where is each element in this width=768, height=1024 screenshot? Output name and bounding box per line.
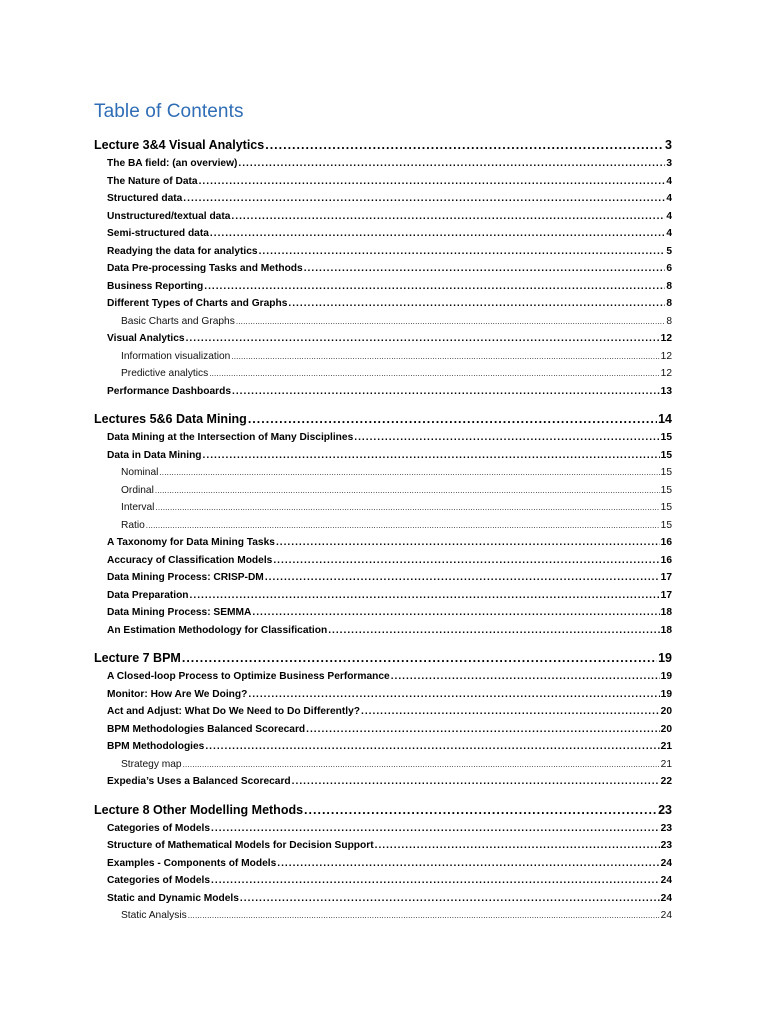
dot-leader <box>238 155 665 173</box>
toc-subsection-entry[interactable] <box>94 534 672 552</box>
dot-leader <box>248 686 659 704</box>
toc-page-number: 23 <box>660 822 672 834</box>
dot-leader <box>276 534 660 552</box>
toc-page-number: 3 <box>665 138 672 152</box>
toc-page-number: 8 <box>666 315 672 327</box>
dot-leader <box>231 208 665 226</box>
toc-entry-label: Business Reporting <box>107 280 204 292</box>
toc-page-number: 8 <box>666 298 672 309</box>
toc-subsection-entry[interactable] <box>94 587 672 605</box>
toc-subsubsection-entry[interactable] <box>94 907 672 925</box>
toc-subsubsection-entry[interactable] <box>94 499 672 517</box>
toc-page-number: 8 <box>666 280 672 292</box>
dot-leader <box>182 649 657 668</box>
dot-leader <box>236 313 666 331</box>
toc-page-number: 15 <box>660 484 672 496</box>
toc-entry-label: Act and Adjust: What Do We Need to Do Differently? <box>107 706 360 717</box>
dot-leader <box>188 907 660 925</box>
toc-subsubsection-entry[interactable] <box>94 313 672 331</box>
dot-leader <box>231 348 659 366</box>
dot-leader <box>204 278 665 296</box>
toc-entry-label: Basic Charts and Graphs <box>121 315 235 327</box>
toc-entry-label: Data in Data Mining <box>107 449 202 461</box>
toc-entry-label: Static Analysis <box>121 910 187 921</box>
toc-entry-label: The Nature of Data <box>107 175 198 187</box>
dot-leader <box>248 410 657 429</box>
toc-entry-label: Data Pre-processing Tasks and Methods <box>107 263 303 274</box>
dot-leader <box>210 225 665 243</box>
toc-subsection-entry[interactable] <box>94 703 672 721</box>
toc-entry-label: Structure of Mathematical Models for Decision Support <box>107 840 374 851</box>
toc-entry-label: Nominal <box>121 467 159 478</box>
dot-leader <box>159 464 659 482</box>
toc-entry-label: Visual Analytics <box>107 333 185 344</box>
toc-subsection-entry[interactable] <box>94 155 672 173</box>
dot-leader <box>199 173 666 191</box>
toc-entry-label: Accuracy of Classification Models <box>107 554 273 566</box>
toc-subsubsection-entry[interactable] <box>94 365 672 383</box>
toc-subsection-entry[interactable] <box>94 668 672 686</box>
toc-section-heading[interactable] <box>94 410 672 429</box>
toc-section-heading[interactable] <box>94 136 672 155</box>
dot-leader <box>186 330 660 348</box>
toc-subsection-entry[interactable] <box>94 552 672 570</box>
toc-subsubsection-entry[interactable] <box>94 348 672 366</box>
dot-leader <box>232 383 660 401</box>
dot-leader <box>292 773 660 791</box>
toc-page-number: 6 <box>666 263 672 274</box>
toc-subsection-entry[interactable] <box>94 330 672 348</box>
dot-leader <box>259 243 666 261</box>
toc-subsection-entry[interactable] <box>94 738 672 756</box>
toc-entry-label: Ratio <box>121 519 145 531</box>
toc-entry-label: BPM Methodologies Balanced Scorecard <box>107 723 306 735</box>
toc-entry-label: An Estimation Methodology for Classification <box>107 624 328 636</box>
toc-subsection-entry[interactable] <box>94 890 672 908</box>
dot-leader <box>211 872 660 890</box>
toc-page-number: 24 <box>660 892 672 904</box>
dot-leader <box>354 429 659 447</box>
toc-page-number: 4 <box>666 193 672 204</box>
toc-entry-label: Expedia’s Uses a Balanced Scorecard <box>107 776 291 787</box>
toc-subsubsection-entry[interactable] <box>94 464 672 482</box>
dot-leader <box>205 738 659 756</box>
toc-page-number: 15 <box>660 502 672 513</box>
toc-subsection-entry[interactable] <box>94 190 672 208</box>
toc-page-number: 3 <box>666 158 672 169</box>
toc-page-number: 4 <box>666 210 672 222</box>
toc-entry-label: Different Types of Charts and Graphs <box>107 298 288 309</box>
toc-page-number: 19 <box>660 671 672 682</box>
toc-section-heading[interactable] <box>94 649 672 668</box>
toc-page-number: 18 <box>660 624 672 636</box>
dot-leader <box>306 721 660 739</box>
toc-entry-label: Static and Dynamic Models <box>107 892 239 904</box>
dot-leader <box>273 552 659 570</box>
dot-leader <box>240 890 660 908</box>
toc-entry-label: A Closed-loop Process to Optimize Business Performance <box>107 671 390 682</box>
toc-entry-label: Categories of Models <box>107 875 211 886</box>
dot-leader <box>183 756 660 774</box>
toc-page-number: 21 <box>660 758 672 770</box>
toc-page-number: 15 <box>660 449 672 461</box>
toc-entry-label: Examples - Components of Models <box>107 857 277 869</box>
toc-entry-label: Lectures 5&6 Data Mining <box>94 412 247 426</box>
toc-page-number: 20 <box>660 706 672 717</box>
toc-entry-label: Semi-structured data <box>107 228 209 239</box>
toc-subsection-entry[interactable] <box>94 820 672 838</box>
toc-entry-label: Data Preparation <box>107 589 189 601</box>
toc-page-number: 23 <box>658 802 672 817</box>
toc-entry-label: Unstructured/textual data <box>107 210 231 222</box>
toc-page-number: 12 <box>660 350 672 362</box>
dot-leader <box>146 517 660 535</box>
dot-leader <box>304 260 666 278</box>
toc-page-number: 4 <box>666 228 672 239</box>
dot-leader <box>288 295 665 313</box>
toc-subsection-entry[interactable] <box>94 686 672 704</box>
toc-subsection-entry[interactable] <box>94 721 672 739</box>
dot-leader <box>328 622 659 640</box>
dot-leader <box>203 447 660 465</box>
toc-subsection-entry[interactable] <box>94 208 672 226</box>
toc-title: Table of Contents <box>94 101 244 122</box>
toc-page-number: 16 <box>660 554 672 566</box>
toc-subsection-entry[interactable] <box>94 278 672 296</box>
toc-entry-label: Data Mining Process: CRISP-DM <box>107 572 264 583</box>
toc-subsection-entry[interactable] <box>94 225 672 243</box>
toc-entry-label: Structured data <box>107 193 183 204</box>
dot-leader <box>265 136 664 155</box>
toc-entry-label: A Taxonomy for Data Mining Tasks <box>107 537 275 548</box>
dot-leader <box>252 604 659 622</box>
dot-leader <box>375 837 660 855</box>
toc-page-number: 5 <box>666 245 672 257</box>
dot-leader <box>155 482 660 500</box>
toc-page-number: 19 <box>660 688 672 700</box>
toc-subsection-entry[interactable] <box>94 295 672 313</box>
toc-page-number: 16 <box>660 537 672 548</box>
toc-entry-label: Performance Dashboards <box>107 385 231 397</box>
toc-subsection-entry[interactable] <box>94 855 672 873</box>
toc-page-number: 12 <box>660 368 672 379</box>
toc-entry-label: Data Mining at the Intersection of Many Disciplines <box>107 432 354 443</box>
toc-subsubsection-entry[interactable] <box>94 517 672 535</box>
dot-leader <box>155 499 659 517</box>
toc-page-number: 4 <box>666 175 672 187</box>
dot-leader <box>391 668 660 686</box>
toc-entry-label: Strategy map <box>121 758 182 770</box>
table-of-contents <box>94 136 672 925</box>
toc-subsection-entry[interactable] <box>94 243 672 261</box>
toc-page-number: 15 <box>660 519 672 531</box>
toc-page-number: 13 <box>660 385 672 397</box>
dot-leader <box>190 587 660 605</box>
toc-page-number: 23 <box>660 840 672 851</box>
dot-leader <box>183 190 665 208</box>
toc-subsection-entry[interactable] <box>94 872 672 890</box>
toc-page-number: 17 <box>660 572 672 583</box>
toc-page-number: 15 <box>660 432 672 443</box>
toc-page-number: 17 <box>660 589 672 601</box>
toc-subsection-entry[interactable] <box>94 383 672 401</box>
toc-page-number: 22 <box>660 776 672 787</box>
toc-page-number: 24 <box>660 875 672 886</box>
toc-subsubsection-entry[interactable] <box>94 482 672 500</box>
toc-entry-label: Categories of Models <box>107 822 211 834</box>
toc-page-number: 19 <box>658 651 672 665</box>
toc-entry-label: Ordinal <box>121 484 154 496</box>
toc-entry-label: Interval <box>121 502 155 513</box>
toc-page-number: 12 <box>660 333 672 344</box>
dot-leader <box>277 855 659 873</box>
toc-section-heading[interactable] <box>94 801 672 820</box>
toc-entry-label: Lecture 8 Other Modelling Methods <box>94 802 304 817</box>
toc-subsection-entry[interactable] <box>94 604 672 622</box>
toc-subsection-entry[interactable] <box>94 622 672 640</box>
toc-page-number: 24 <box>660 910 672 921</box>
toc-entry-label: Information visualization <box>121 350 231 362</box>
toc-subsection-entry[interactable] <box>94 260 672 278</box>
dot-leader <box>361 703 660 721</box>
toc-subsection-entry[interactable] <box>94 447 672 465</box>
toc-page-number: 24 <box>660 857 672 869</box>
toc-entry-label: BPM Methodologies <box>107 741 205 752</box>
toc-entry-label: Predictive analytics <box>121 368 209 379</box>
toc-subsection-entry[interactable] <box>94 569 672 587</box>
dot-leader <box>211 820 660 838</box>
toc-page-number: 20 <box>660 723 672 735</box>
toc-entry-label: Lecture 7 BPM <box>94 651 181 665</box>
dot-leader <box>265 569 660 587</box>
toc-entry-label: The BA field: (an overview) <box>107 158 238 169</box>
toc-page-number: 21 <box>660 741 672 752</box>
toc-subsection-entry[interactable] <box>94 429 672 447</box>
toc-page-number: 18 <box>660 607 672 618</box>
toc-subsubsection-entry[interactable] <box>94 756 672 774</box>
toc-page-number: 15 <box>660 467 672 478</box>
toc-subsection-entry[interactable] <box>94 173 672 191</box>
toc-entry-label: Data Mining Process: SEMMA <box>107 607 252 618</box>
dot-leader <box>304 801 657 820</box>
toc-subsection-entry[interactable] <box>94 773 672 791</box>
toc-entry-label: Lecture 3&4 Visual Analytics <box>94 138 265 152</box>
toc-entry-label: Readying the data for analytics <box>107 245 258 257</box>
dot-leader <box>209 365 659 383</box>
toc-entry-label: Monitor: How Are We Doing? <box>107 688 248 700</box>
toc-subsection-entry[interactable] <box>94 837 672 855</box>
toc-page-number: 14 <box>658 412 672 426</box>
